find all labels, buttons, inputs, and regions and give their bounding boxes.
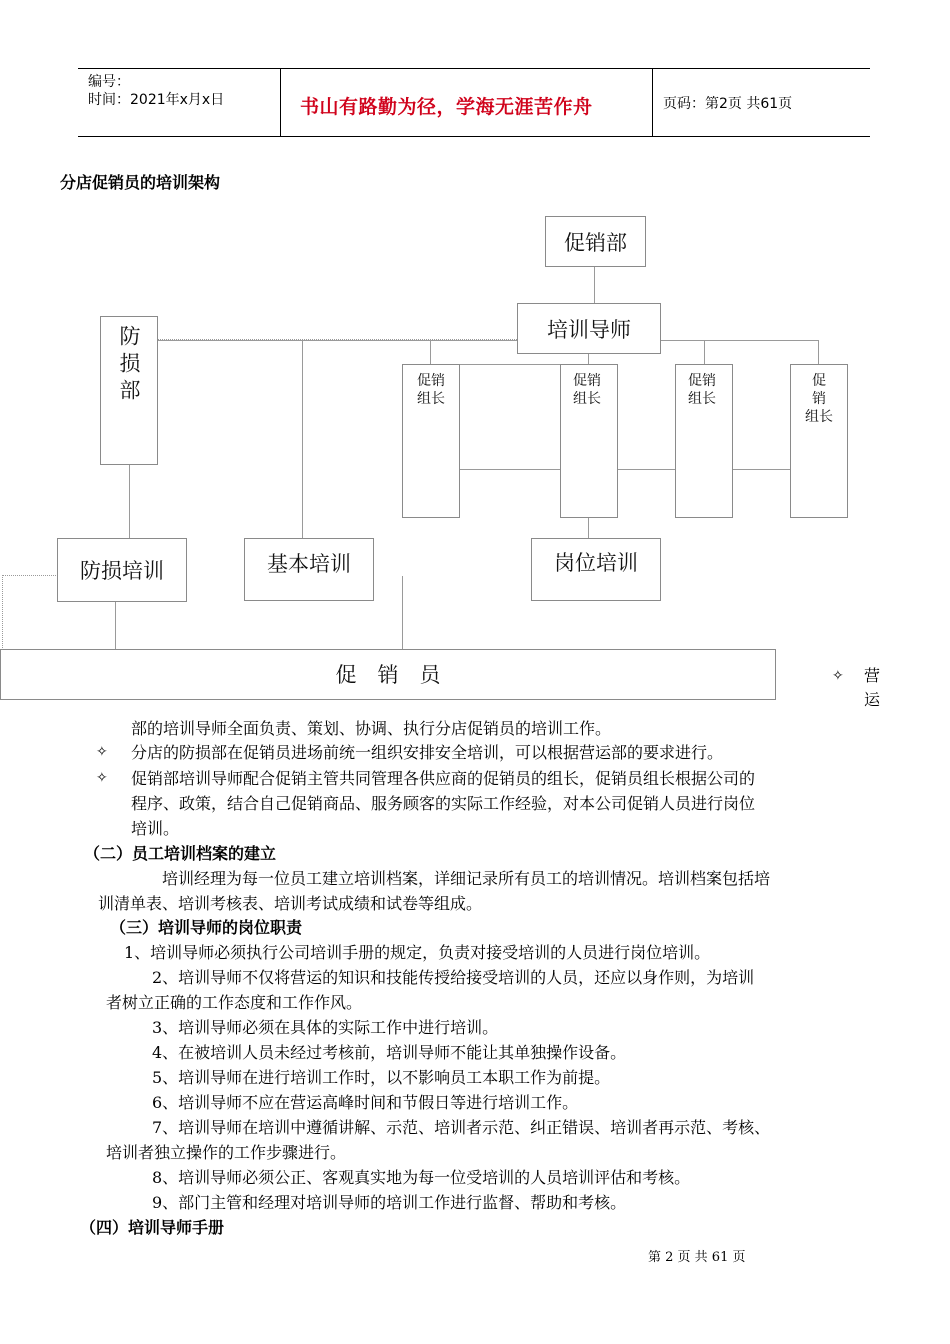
loss-dept-label: 防损部 xyxy=(117,325,141,406)
diamond-bullet-icon: ✧ xyxy=(96,744,108,760)
list-item: 6、培训导师不应在营运高峰时间和节假日等进行培训工作。 xyxy=(152,1093,579,1112)
connector xyxy=(430,340,431,365)
paragraph: 程序、政策，结合自己促销商品、服务顾客的实际工作经验，对本公司促销人员进行岗位 xyxy=(131,794,756,813)
connector xyxy=(302,340,303,538)
loss-dept-box xyxy=(100,316,158,465)
subheading: （四）培训导师手册 xyxy=(80,1218,225,1237)
leader-box xyxy=(790,364,848,518)
list-item: 3、培训导师必须在具体的实际工作中进行培训。 xyxy=(152,1018,499,1037)
paragraph: 培训经理为每一位员工建立培训档案，详细记录所有员工的培训情况。培训档案包括培 xyxy=(162,869,771,888)
leader-label: 促销 组长 xyxy=(417,373,445,407)
list-item: 9、部门主管和经理对培训导师的培训工作进行监督、帮助和考核。 xyxy=(152,1193,627,1212)
header-page: 页码：第2页 共61页 xyxy=(663,96,793,112)
connector xyxy=(157,340,517,341)
basic-training-box: 基本培训 xyxy=(244,538,374,601)
header-number: 编号： xyxy=(88,74,130,90)
leader-label: 促 销 组长 xyxy=(805,373,833,425)
leader-label: 促销 组长 xyxy=(573,373,601,407)
connector xyxy=(115,601,116,649)
list-item: 8、培训导师必须公正、客观真实地为每一位受培训的人员培训评估和考核。 xyxy=(152,1168,691,1187)
list-item: 培训者独立操作的工作步骤进行。 xyxy=(106,1143,347,1162)
header-divider xyxy=(280,68,281,136)
paragraph: 分店的防损部在促销员进场前统一组织安排安全培训，可以根据营运部的要求进行。 xyxy=(131,743,724,762)
list-item: 5、培训导师在进行培训工作时，以不影响员工本职工作为前提。 xyxy=(152,1068,611,1087)
header-bottom-border xyxy=(78,136,870,137)
header-top-border xyxy=(78,68,870,69)
connector xyxy=(818,340,819,365)
paragraph: 部的培训导师全面负责、策划、协调、执行分店促销员的培训工作。 xyxy=(131,719,612,738)
header-motto: 书山有路勤为径，学海无涯苦作舟 xyxy=(300,96,593,118)
list-item: 者树立正确的工作态度和工作作风。 xyxy=(106,993,363,1012)
list-item: 4、在被培训人员未经过考核前，培训导师不能让其单独操作设备。 xyxy=(152,1043,627,1062)
paragraph: 促销部培训导师配合促销主管共同管理各供应商的促销员的组长，促销员组长根据公司的 xyxy=(131,769,756,788)
diamond-bullet-icon: ✧ xyxy=(832,668,844,684)
list-item: 7、培训导师在培训中遵循讲解、示范、培训者示范、纠正错误、培训者再示范、考核、 xyxy=(152,1118,771,1137)
subheading: （二）员工培训档案的建立 xyxy=(84,844,277,863)
connector xyxy=(129,464,130,538)
side-note: 营 运 xyxy=(864,666,881,709)
leader-box xyxy=(560,364,618,518)
promoter-box: 促 销 员 xyxy=(0,649,776,700)
subheading: （三）培训导师的岗位职责 xyxy=(110,918,303,937)
post-training-box: 岗位培训 xyxy=(531,538,661,601)
connector xyxy=(660,340,818,341)
connector xyxy=(2,575,58,576)
header-time: 时间：2021年x月x日 xyxy=(88,92,225,108)
paragraph: 训清单表、培训考核表、培训考试成绩和试卷等组成。 xyxy=(98,894,483,913)
promo-dept-box: 促销部 xyxy=(545,216,646,267)
header-divider xyxy=(652,68,653,136)
connector xyxy=(2,575,3,650)
connector xyxy=(402,576,403,649)
connector xyxy=(704,340,705,365)
loss-training-box: 防损培训 xyxy=(57,538,187,602)
leader-box xyxy=(675,364,733,518)
connector xyxy=(594,266,595,304)
list-item: 2、培训导师不仅将营运的知识和技能传授给接受培训的人员，还应以身作则，为培训 xyxy=(152,968,755,987)
leader-box xyxy=(402,364,460,518)
leader-label: 促销 组长 xyxy=(688,373,716,407)
list-item: 1、培训导师必须执行公司培训手册的规定，负责对接受培训的人员进行岗位培训。 xyxy=(124,943,711,962)
trainer-box: 培训导师 xyxy=(517,303,661,354)
paragraph: 培训。 xyxy=(131,819,180,838)
connector xyxy=(430,469,820,470)
diamond-bullet-icon: ✧ xyxy=(96,770,108,786)
page-footer: 第 2 页 共 61 页 xyxy=(648,1250,746,1265)
section-title: 分店促销员的培训架构 xyxy=(60,173,221,192)
